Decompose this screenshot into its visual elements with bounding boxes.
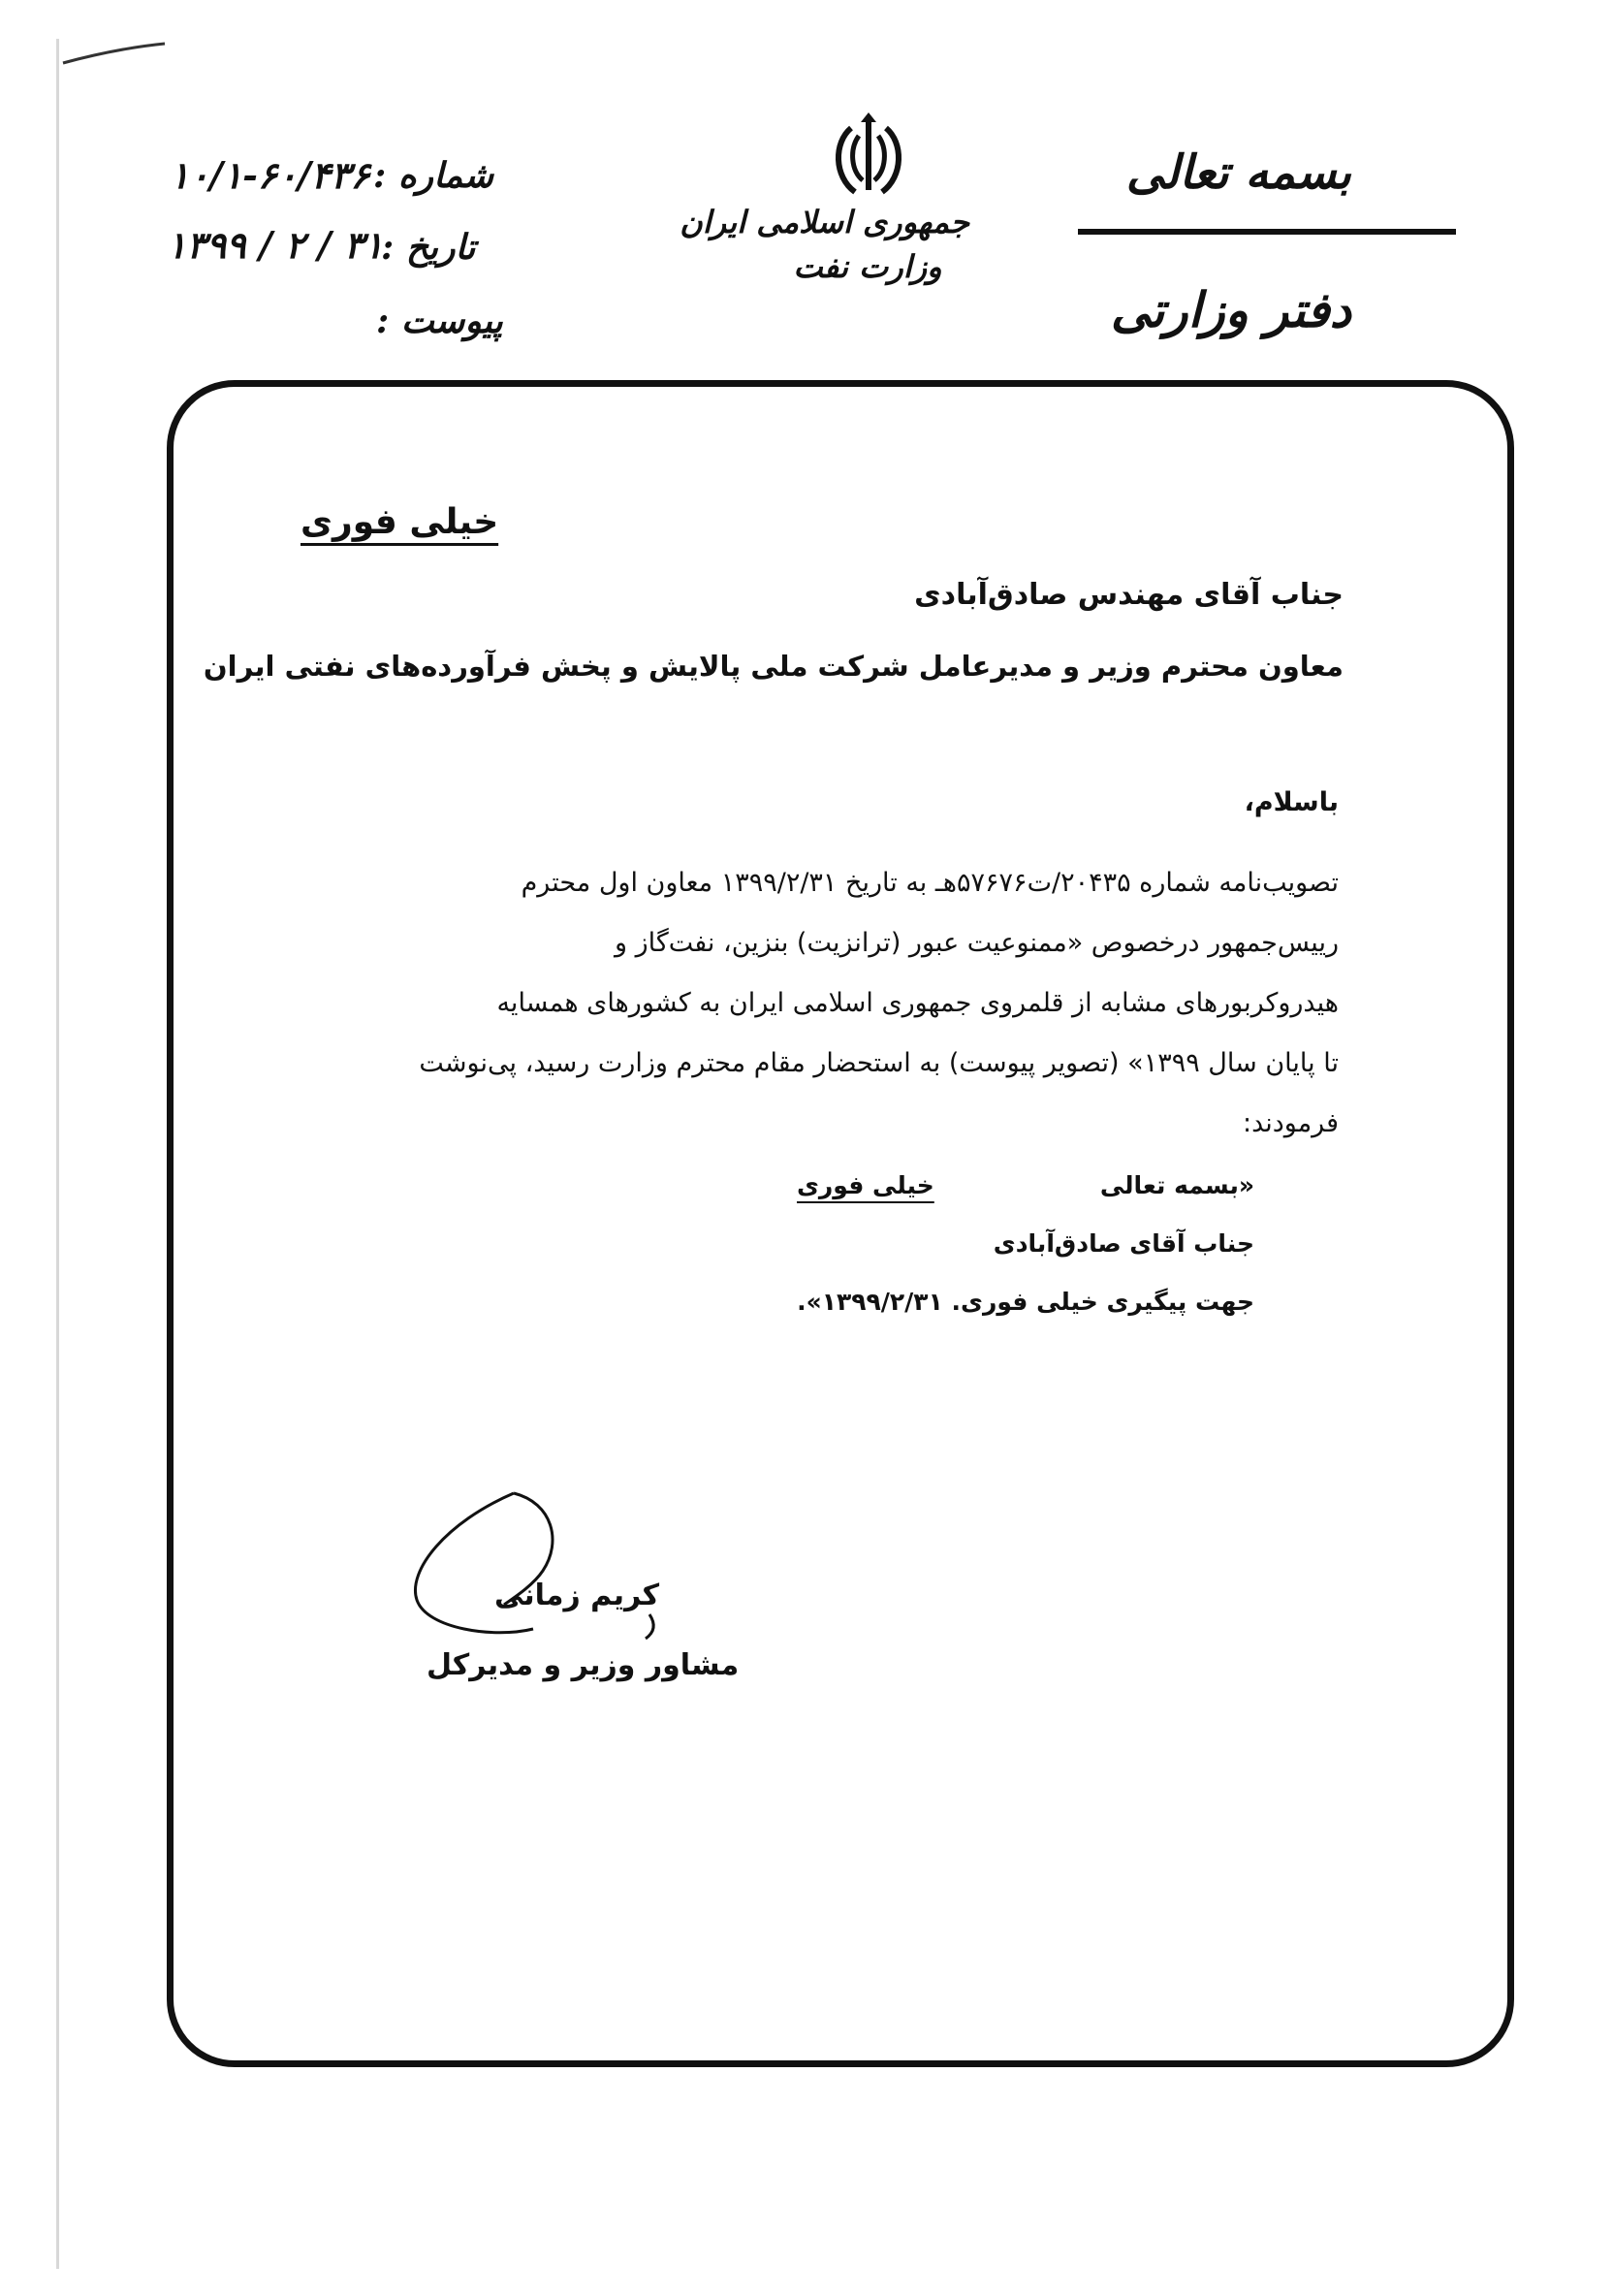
quote-addressee: جناب آقای صادق‌آبادی — [993, 1229, 1254, 1258]
signer-title: مشاور وزیر و مدیرکل — [427, 1648, 740, 1682]
addressee-name: جناب آقای مهندس صادق‌آبادی — [914, 578, 1344, 612]
quote-urgency: خیلی فوری — [797, 1171, 934, 1199]
urgency-label: خیلی فوری — [300, 502, 499, 542]
iran-emblem-icon — [822, 109, 915, 202]
letter-body — [369, 853, 1339, 1154]
body-line: فرمودند: — [1242, 1108, 1339, 1138]
office-heading: دفتر وزارتی — [1110, 281, 1351, 338]
republic-label: جمهوری اسلامی ایران — [680, 204, 969, 240]
addressee-title: معاون محترم وزیر و مدیرعامل شرکت ملی پالایش و پخش فرآورده‌های نفتی ایران — [203, 650, 1344, 683]
number-label: شماره : — [373, 155, 494, 196]
body-line: هیدروکربورهای مشابه از قلمروی جمهوری اسلامی ایران به کشورهای همسایه — [496, 988, 1339, 1018]
bismillah-heading: بسمه تعالی — [1125, 145, 1351, 200]
letter-frame — [167, 380, 1514, 2067]
date-value: ۱۳۹۹ / ۲ / ۳۱ — [167, 223, 384, 267]
body-line: رییس‌جمهور درخصوص «ممنوعیت عبور (ترانزیت) بنزین، نفت‌گاز و — [615, 928, 1339, 958]
scan-mark — [58, 39, 174, 68]
body-line: تصویب‌نامه شماره ۲۰۴۳۵/ت۵۷۶۷۶هـ به تاریخ ۱۳۹۹/۲/۳۱ معاون اول محترم — [521, 868, 1339, 898]
scan-edge — [56, 39, 59, 2269]
attachment-label: پیوست : — [376, 301, 503, 341]
number-value: ۱۰/۱-۶۰/۴۳۶ — [170, 153, 370, 197]
greeting: باسلام، — [1244, 787, 1339, 817]
header-rule — [1078, 229, 1456, 235]
quote-instruction: جهت پیگیری خیلی فوری. ۱۳۹۹/۲/۳۱». — [797, 1288, 1254, 1316]
signer-name: کریم زمانی — [494, 1578, 660, 1612]
date-label: تاریخ : — [381, 227, 476, 268]
quote-bismillah: «بسمه تعالی — [1099, 1171, 1254, 1199]
ministry-label: وزارت نفت — [793, 248, 942, 285]
signature-scribble-icon — [388, 1483, 717, 1648]
body-line: تا پایان سال ۱۳۹۹» (تصویر پیوست) به استحضار مقام محترم وزارت رسید، پی‌نوشت — [419, 1048, 1339, 1078]
